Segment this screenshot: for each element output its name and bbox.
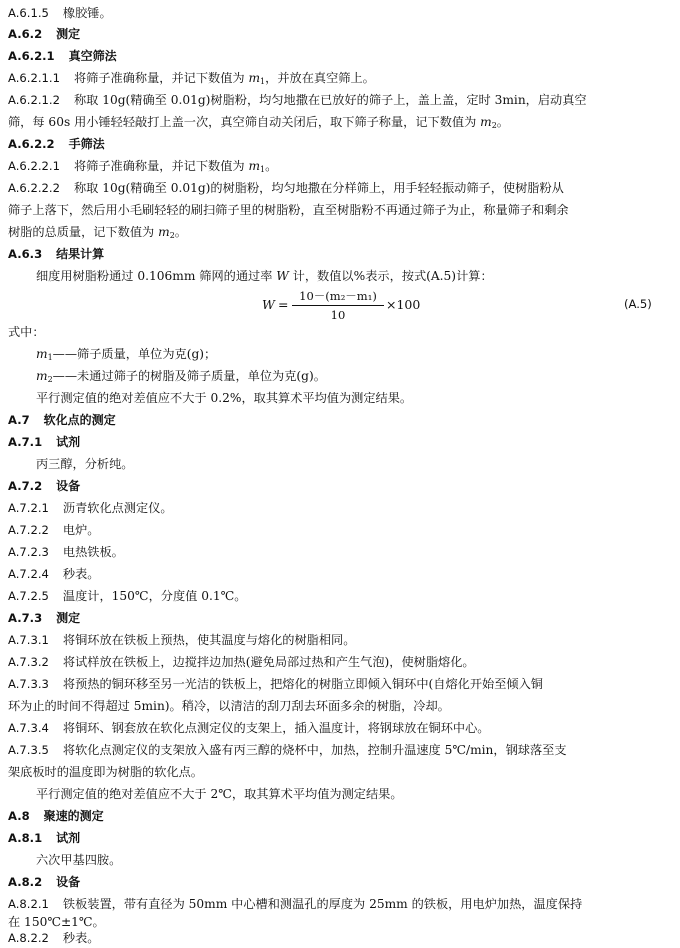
clause-a721 (8, 498, 672, 518)
heading-a82 (8, 872, 672, 892)
variable: m (36, 369, 48, 383)
clause-a725 (8, 586, 672, 606)
formula-multiplier: ×100 (386, 297, 421, 312)
clause-text: 将铜环、钢套放在软化点测定仪的支架上，插入温度计，将钢球放在铜环中心。 (62, 721, 490, 735)
variable: m (480, 115, 492, 129)
clause-text: 。 (174, 225, 187, 239)
heading-number: A.8.1 (8, 831, 43, 845)
clause-number: A.7.3.2 (8, 655, 49, 669)
clause-a722 (8, 520, 672, 540)
clause-number: A.6.2.2.1 (8, 159, 60, 173)
heading-number: A.6.3 (8, 247, 43, 261)
heading-number: A.6.2 (8, 27, 43, 41)
clause-text: 铁板装置，带有直径为 50mm 中心槽和测温孔的厚度为 25mm 的铁板，用电炉加热，温度保持 (62, 897, 583, 911)
clause-a732 (8, 652, 672, 672)
clause-a6222 (8, 178, 672, 198)
clause-number: A.7.3.3 (8, 677, 49, 691)
heading-number: A.6.2.2 (8, 137, 55, 151)
where-label (8, 322, 672, 342)
clause-a735-line2 (8, 762, 672, 782)
variable-subscript: 2 (47, 375, 53, 384)
clause-a822 (8, 928, 672, 948)
heading-title: 试剂 (56, 831, 81, 845)
clause-text: 。 (496, 115, 509, 129)
definition-text: ——未通过筛子的树脂及筛子质量，单位为克(g)。 (52, 369, 326, 383)
heading-a72 (8, 476, 672, 496)
clause-text: 将软化点测定仪的支架放入盛有丙三醇的烧杯中，加热，控制升温速度 5℃/min，钢球落至支 (62, 743, 567, 757)
clause-text: 称取 10g(精确至 0.01g)的树脂粉，均匀地撒在分样筛上，用手轻轻振动筛子，使树脂粉从 (73, 181, 564, 195)
clause-number: A.7.2.3 (8, 545, 49, 559)
clause-number: A.7.2.2 (8, 523, 49, 537)
clause-a731 (8, 630, 672, 650)
clause-text: 秒表。 (62, 567, 100, 581)
clause-text: 电炉。 (62, 523, 100, 537)
heading-a81 (8, 828, 672, 848)
variable: m (248, 159, 261, 173)
heading-title: 真空筛法 (68, 49, 117, 63)
heading-a62 (8, 24, 672, 44)
clause-a821 (8, 894, 672, 914)
clause-a733 (8, 674, 672, 694)
clause-number: A.8.2.1 (8, 897, 49, 911)
variable: W (276, 269, 289, 283)
parallel-note-a7 (36, 784, 680, 804)
variable-subscript: 2 (169, 231, 175, 240)
clause-text: 将筛子准确称量，并记下数值为 (73, 71, 245, 85)
paragraph-text: 六次甲基四胺。 (36, 853, 122, 867)
heading-title: 设备 (56, 875, 81, 889)
heading-title: 手筛法 (68, 137, 105, 151)
parallel-note-a6 (36, 388, 680, 408)
where-text: 式中： (8, 325, 45, 339)
heading-number: A.8.2 (8, 875, 43, 889)
heading-title: 软化点的测定 (43, 413, 116, 427)
reagent-a81 (36, 850, 680, 870)
variable: m (158, 225, 170, 239)
clause-text: 在 150℃±1℃。 (8, 915, 105, 929)
formula-denominator: 10 (330, 308, 346, 322)
heading-number: A.6.2.1 (8, 49, 55, 63)
heading-number: A.7.3 (8, 611, 43, 625)
clause-text: 将铜环放在铁板上预热，使其温度与熔化的树脂相同。 (62, 633, 356, 647)
heading-a8 (8, 806, 672, 826)
clause-text: 将试样放在铁板上，边搅拌边加热(避免局部过热和产生气泡)，使树脂熔化。 (62, 655, 475, 669)
formula-numerator: 10－(m₂－m₁) (299, 289, 377, 303)
formula-a5 (0, 288, 680, 324)
clause-number: A.6.1.5 (8, 6, 49, 20)
clause-text: 温度计，150℃，分度值 0.1℃。 (62, 589, 247, 603)
paragraph-text: 丙三醇，分析纯。 (36, 457, 134, 471)
clause-text: 架底板时的温度即为树脂的软化点。 (8, 765, 203, 779)
clause-a6221 (8, 156, 672, 176)
variable: m (36, 347, 48, 361)
heading-number: A.7 (8, 413, 30, 427)
heading-title: 结果计算 (56, 247, 105, 261)
clause-text: 称取 10g(精确至 0.01g)树脂粉，均匀地撒在已放好的筛子上，盖上盖，定时 3min，启动真空 (73, 93, 587, 107)
paragraph-text: 细度用树脂粉通过 0.106mm 筛网的通过率 (36, 269, 273, 283)
clause-number: A.8.2.2 (8, 931, 49, 945)
clause-number: A.7.3.5 (8, 743, 49, 757)
clause-text: 沥青软化点测定仪。 (62, 501, 173, 515)
heading-a73 (8, 608, 672, 628)
clause-text: 环为止的时间不得超过 5min)。稍冷，以清洁的刮刀刮去环面多余的树脂，冷却。 (8, 699, 450, 713)
clause-text: 筛，每 60s 用小锤轻轻敲打上盖一次，真空筛自动关闭后，取下筛子称量，记下数值为 (8, 115, 477, 129)
reagent-a71 (36, 454, 680, 474)
variable-subscript: 1 (260, 165, 266, 174)
clause-a6212 (8, 90, 672, 110)
clause-text: 。 (265, 159, 278, 173)
clause-text: 将筛子准确称量，并记下数值为 (73, 159, 245, 173)
heading-a7 (8, 410, 672, 430)
heading-a621 (8, 46, 672, 66)
clause-text: 树脂的总质量，记下数值为 (8, 225, 155, 239)
clause-number: A.6.2.2.2 (8, 181, 60, 195)
variable-subscript: 1 (47, 353, 53, 362)
clause-a724 (8, 564, 672, 584)
heading-title: 测定 (56, 611, 81, 625)
clause-a6222-line3 (8, 222, 672, 242)
heading-number: A.8 (8, 809, 30, 823)
clause-number: A.7.3.1 (8, 633, 49, 647)
paragraph-text: 平行测定值的绝对差值应不大于 0.2%，取其算术平均值为测定结果。 (36, 391, 413, 405)
clause-number: A.7.2.4 (8, 567, 49, 581)
clause-number: A.7.2.1 (8, 501, 49, 515)
clause-a6211 (8, 68, 672, 88)
formula-lhs: W (262, 297, 275, 312)
heading-a622 (8, 134, 672, 154)
where-m1 (36, 344, 680, 364)
heading-a63 (8, 244, 672, 264)
clause-text: 将预热的铜环移至另一光洁的铁板上，把熔化的树脂立即倾入铜环中(自熔化开始至倾入铜 (62, 677, 543, 691)
heading-title: 测定 (56, 27, 81, 41)
clause-number: A.7.2.5 (8, 589, 49, 603)
clause-a734 (8, 718, 672, 738)
clause-a6212-cont (8, 112, 672, 132)
clause-text: 秒表。 (62, 931, 100, 945)
clause-a6222-line2 (8, 200, 672, 220)
clause-a735 (8, 740, 672, 760)
heading-a71 (8, 432, 672, 452)
clause-a615 (8, 3, 672, 23)
heading-number: A.7.2 (8, 479, 43, 493)
where-m2 (36, 366, 680, 386)
clause-number: A.7.3.4 (8, 721, 49, 735)
clause-text: ，并放在真空筛上。 (265, 71, 375, 85)
formula-tag: (A.5) (624, 297, 652, 311)
definition-text: ——筛子质量，单位为克(g)； (52, 347, 217, 361)
variable-subscript: 1 (260, 77, 266, 86)
heading-title: 聚速的测定 (43, 809, 104, 823)
variable-subscript: 2 (491, 121, 497, 130)
formula-equals: = (278, 297, 289, 312)
variable: m (248, 71, 261, 85)
heading-title: 设备 (56, 479, 81, 493)
clause-text: 电热铁板。 (62, 545, 124, 559)
result-intro (36, 266, 680, 286)
paragraph-text: 平行测定值的绝对差值应不大于 2℃，取其算术平均值为测定结果。 (36, 787, 403, 801)
fraction-bar (292, 305, 384, 306)
clause-text: 筛子上落下，然后用小毛刷轻轻的刷扫筛子里的树脂粉，直至树脂粉不再通过筛子为止，称量筛子和剩余 (8, 203, 569, 217)
heading-title: 试剂 (56, 435, 81, 449)
clause-a733-line2 (8, 696, 672, 716)
clause-number: A.6.2.1.2 (8, 93, 60, 107)
clause-text: 橡胶锤。 (62, 6, 112, 20)
clause-a723 (8, 542, 672, 562)
formula-fraction (292, 288, 384, 323)
clause-number: A.6.2.1.1 (8, 71, 60, 85)
paragraph-text: 计，数值以%表示，按式(A.5)计算： (292, 269, 493, 283)
heading-number: A.7.1 (8, 435, 43, 449)
